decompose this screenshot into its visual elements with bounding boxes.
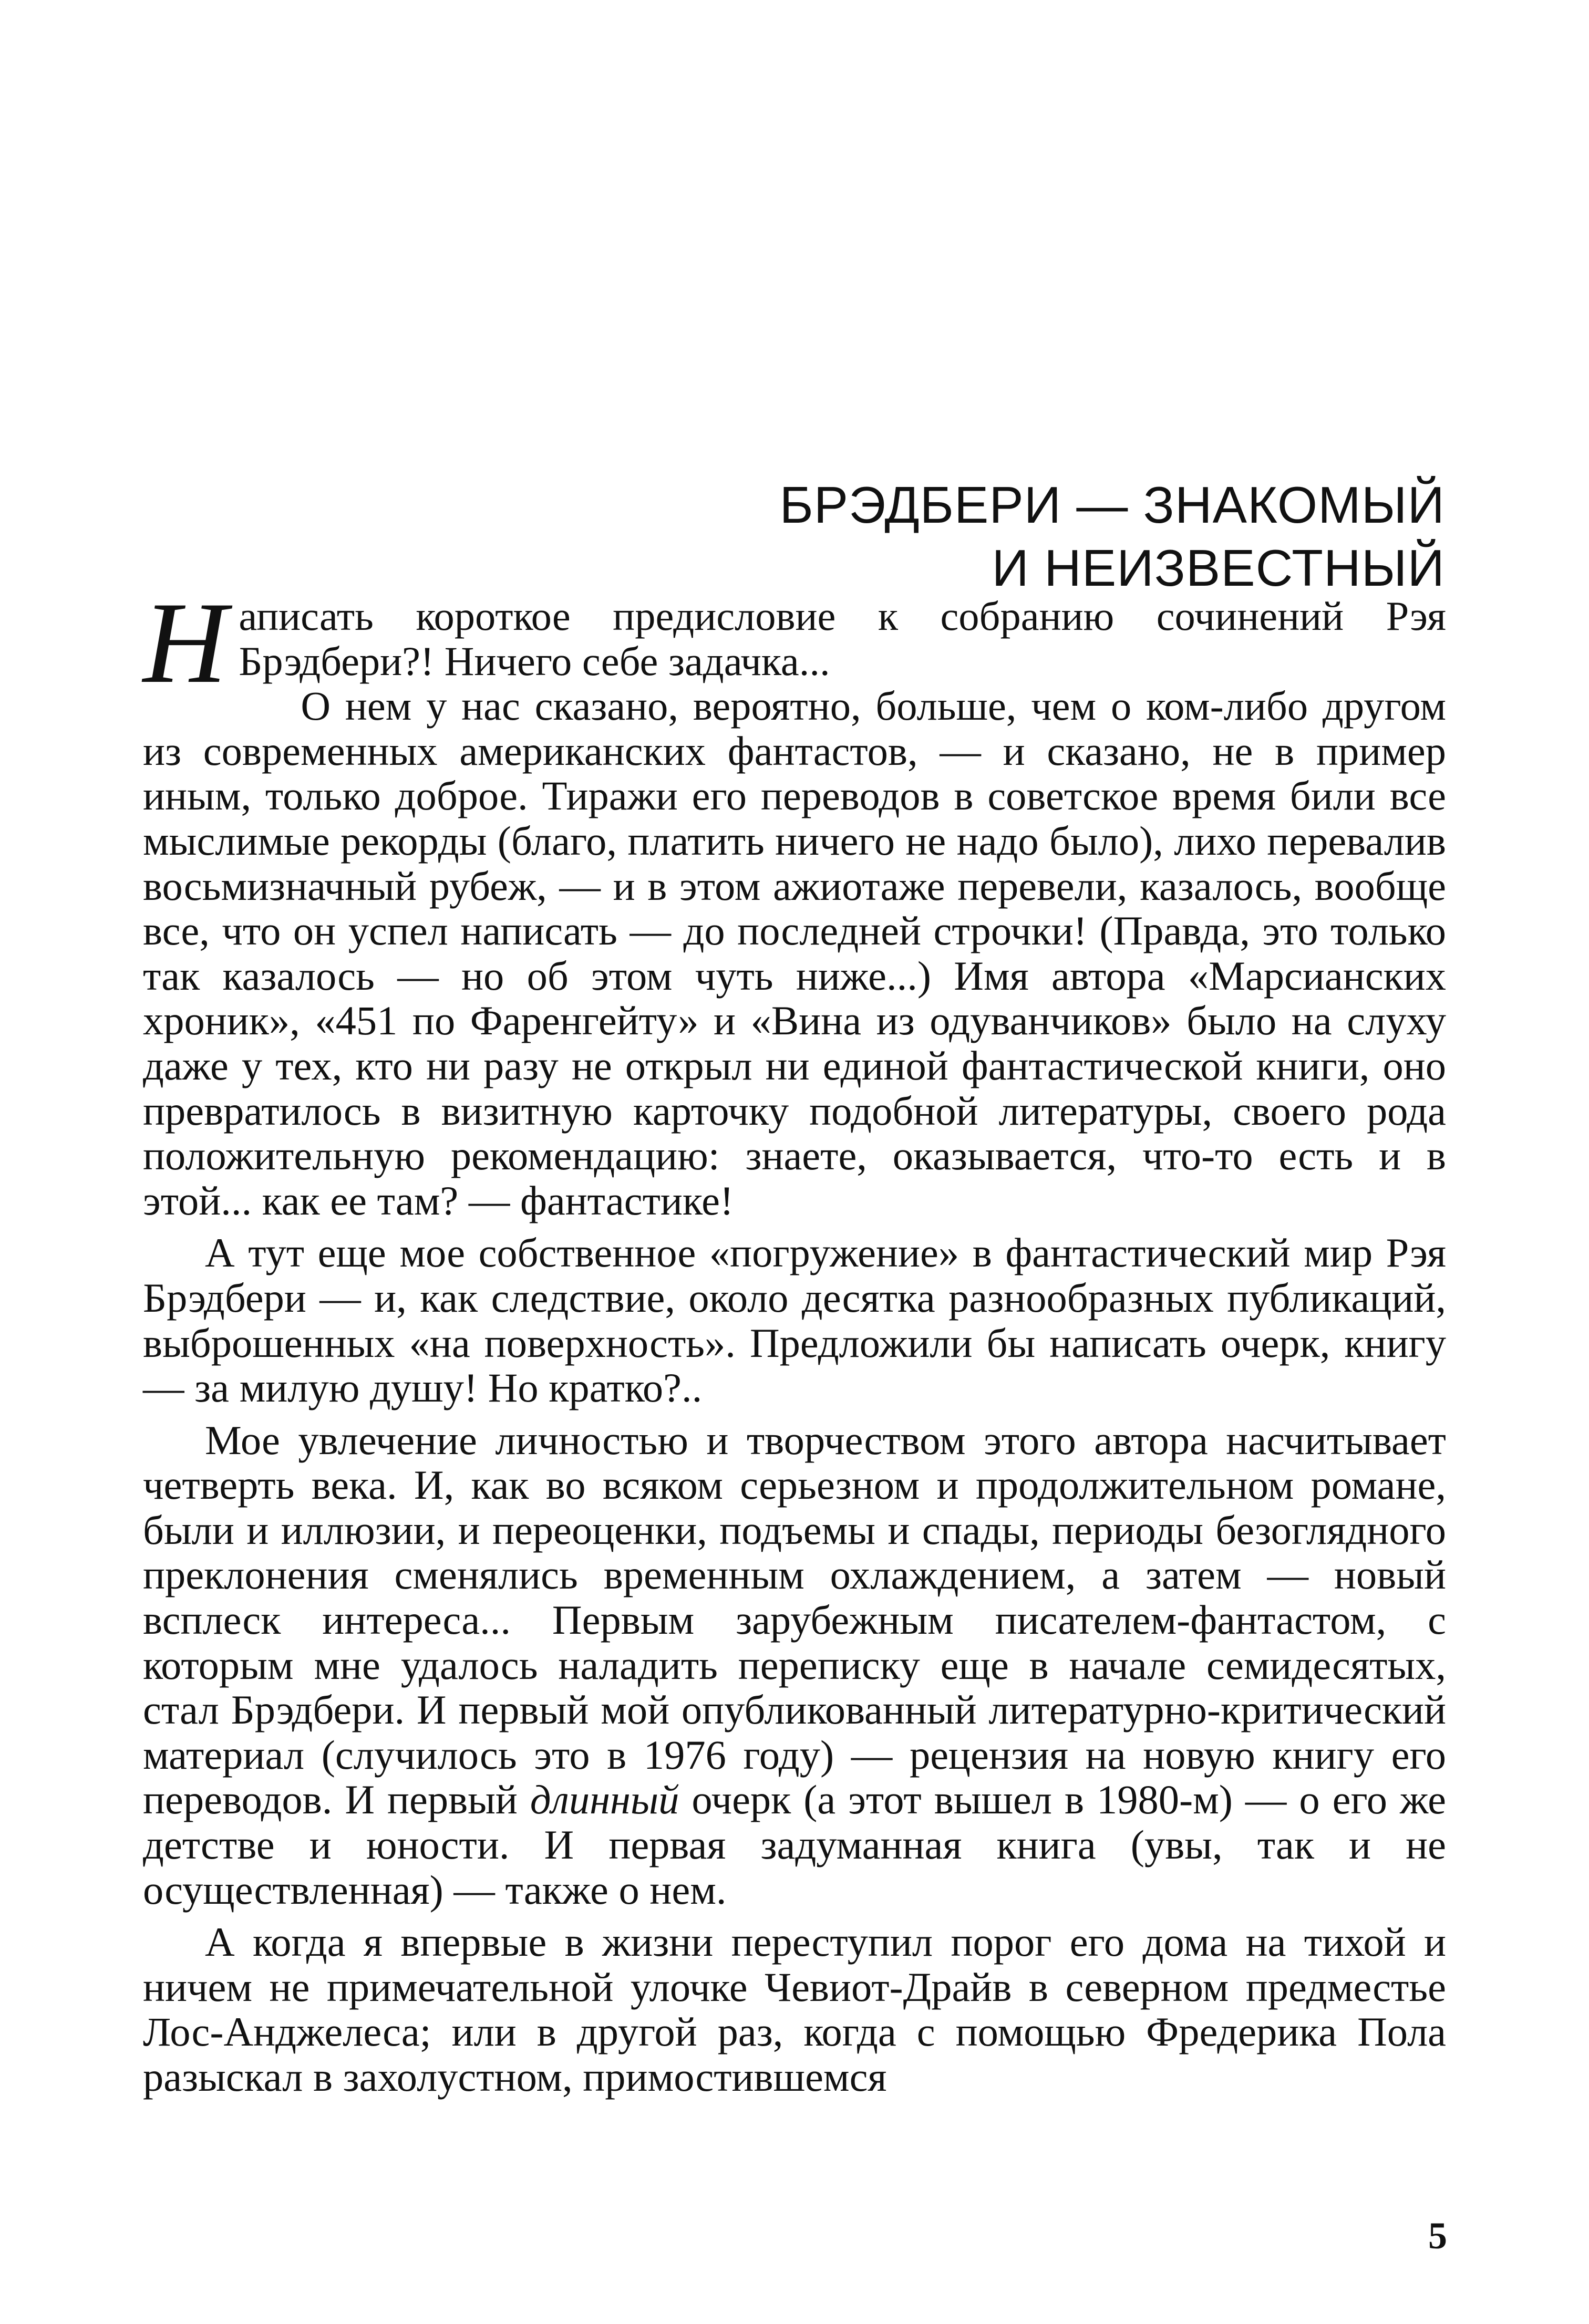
paragraph-1-text: аписать короткое предисловие к собранию сочинений Рэя Брэдбери?! Ничего себе задачка... [239,593,1446,684]
chapter-title [657,473,1445,599]
paragraph-4-text-end: очерк (а этот вышел в 1980-м) — о его же детстве и юности. И первая задуманная книга (увы, так и не осуществленная) — также о нем. [143,1777,1446,1913]
paragraph-4 [143,1418,1446,1913]
paragraph-4-text-start: Мое увлечение личностью и творчеством этого автора насчитывает четверть века. И, как во всяком серьезном и продолжительном романе, были и иллюзии, и переоценки, подъемы и спады, периоды безоглядного преклонения сменялись временным охлаждением, а затем — новый всплеск интереса... Первым зарубежным писателем-фантастом, с которым мне удалось наладить переписку еще в начале семидесятых, стал Брэдбери. И первый мой опубликованный литературно-критический материал (случилось это в 1976 году) — рецензия на новую книгу его переводов. И первый [143,1417,1446,1823]
paragraph-1 [143,578,1446,708]
paragraph-2: О нем у нас сказано, вероятно, больше, чем о ком-либо другом из современных американских фантастов, — и сказано, не в пример иным, только доброе. Тиражи его переводов в советское время били все мыслимые рекорды (благо, платить ничего не надо было), лихо перевалив восьмизначный рубеж, — и в этом ажиотаже перевели, казалось, вообще все, что он успел написать — до последней строчки! (Правда, это только так казалось — но об этом чуть ниже...) Имя автора «Марсианских хроник», «451 по Фаренгейту» и «Вина из одуванчиков» было на слуху даже у тех, кто ни разу не открыл ни единой фантастической книги, оно превратилось в визитную карточку подобной литературы, своего рода положительную рекомендацию: знаете, оказывается, что-то есть и в этой... как ее там? — фантастике! [143,683,1446,1223]
paragraph-5: А когда я впервые в жизни переступил порог его дома на тихой и ничем не примечательной улочке Чевиот-Драйв в северном предместье Лос-Анджелеса; или в другой раз, когда с помощью Фредерика Пола разыскал в захолустном, примостившемся [143,1919,1446,2100]
paragraph-3: А тут еще мое собственное «погружение» в фантастический мир Рэя Брэдбери — и, как следствие, около десятка разнообразных публикаций, выброшенных «на поверхность». Предложили бы написать очерк, книгу — за милую душу! Но кратко?.. [143,1230,1446,1411]
chapter-title-line-1: БРЭДБЕРИ — ЗНАКОМЫЙ [779,475,1445,534]
page-number: 5 [1428,2215,1447,2257]
drop-cap: Н [143,578,228,708]
chapter-title-line-2: И НЕИЗВЕСТНЫЙ [992,538,1445,597]
article-body [143,578,1446,2100]
emphasis-text: длинный [530,1777,679,1823]
